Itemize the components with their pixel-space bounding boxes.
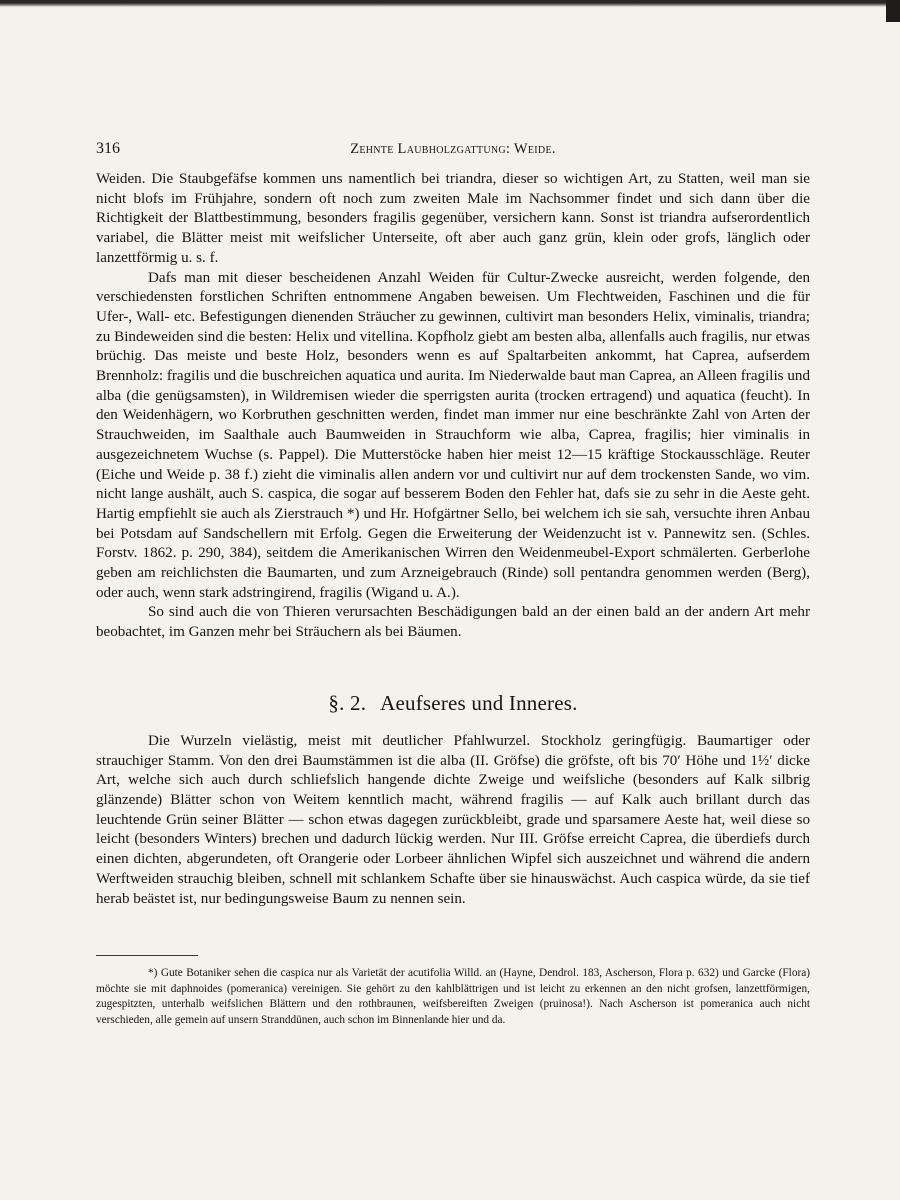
page-header <box>96 140 810 162</box>
scan-corner-mark <box>886 0 900 22</box>
section-title: Aeufseres und Inneres. <box>380 690 578 715</box>
footnote-rule <box>96 955 198 956</box>
section-number: §. 2. <box>328 690 367 715</box>
book-page <box>96 140 810 1029</box>
page-number: 316 <box>96 140 120 157</box>
paragraph-3: So sind auch die von Thieren verursachten Beschädigungen bald an der einen bald an der andern Art mehr beobachtet, im Ganzen mehr bei Sträuchern als bei Bäumen. <box>96 604 810 641</box>
scan-top-edge <box>0 0 900 7</box>
running-title: Zehnte Laubholzgattung: Weide. <box>350 141 556 157</box>
paragraph-1: Weiden. Die Staubgefäfse kommen uns namentlich bei triandra, dieser so wichtigen Art, zu Statten, weil man sie nicht blofs im Frühjahre, sondern oft noch zum zweiten Male im Nachsommer findet und sich dann über die Richtigkeit der Blattbestimmung, besonders fragilis gegenüber, versichern kann. Sonst ist triandra aufserordentlich variabel, die Blätter meist mit weifslicher Unterseite, oft aber auch ganz grün, klein oder grofs, länglich oder lanzettförmig u. s. f. <box>96 171 810 266</box>
section-heading <box>96 691 810 716</box>
paragraph-2: Dafs man mit dieser bescheidenen Anzahl Weiden für Cultur-Zwecke ausreicht, werden folgende, den verschiedensten forstlichen Schriften entnommene Angaben beweisen. Um Flechtweiden, Faschinen und die für Ufer-, Wall- etc. Befestigungen dienenden Sträucher zu gewinnen, cultivirt man besonders Helix, viminalis, triandra; zu Bindeweiden sind die besten: Helix und vitellina. Kopfholz giebt am besten alba, allenfalls auch fragilis, nur etwas brüchig. Das meiste und beste Holz, besonders wenn es auf Spaltarbeiten ankommt, hat Caprea, aufserdem Brennholz: fragilis und die buschreichen aquatica und aurita. Im Niederwalde baut man Caprea, an Alleen fragilis und alba (die genügsamsten), in Wildremisen wieder die sperrigsten aurita (trocken ertragend) und aquatica (feucht). In den Weidenhägern, wo Korbruthen geschnitten werden, findet man immer nur eine beschränkte Zahl von Arten der Strauchweiden, im Saalthale auch Baumweiden in Strauchform wie alba, Caprea, fragilis; hier viminalis in ausgezeichnetem Wuchse (s. Pappel). Die Mutterstöcke haben hier meist 12—15 kräftige Stockausschläge. Reuter (Eiche und Weide p. 38 f.) zieht die viminalis allen andern vor und cultivirt nur auf dem trockensten Sande, wo vim. nicht lange aushält, auch S. caspica, die sogar auf besserem Boden den Fehler hat, dafs sie zu sehr in die Aeste geht. Hartig empfiehlt sie auch als Zierstrauch *) und Hr. Hofgärtner Sello, bei welchem ich sie sah, versuchte ihren Anbau bei Potsdam auf Sandschellern mit Erfolg. Gegen die Erweiterung der Weidenzucht ist v. Pannewitz sen. (Schles. Forstv. 1862. p. 290, 384), seitdem die Amerikanischen Wirren den Weidenmeubel-Export schmälerten. Gerberlohe geben am reichlichsten die Baumarten, und zum Arzneigebrauch (Rinde) soll pentandra genommen werden (Berg), oder auch, wenn stark adstringirend, fragilis (Wigand u. A.). <box>96 269 810 601</box>
footnote: *) Gute Botaniker sehen die caspica nur als Varietät der acutifolia Willd. an (Hayne, Dendrol. 183, Ascherson, Flora p. 632) und Garcke (Flora) möchte sie mit daphnoides (pomeranica) vereinigen. Sie gehört zu den kahlblättrigen und ist leicht zu erkennen an den nicht grofsen, lanzettförmigen, zugespitzten, unterhalb weifslichen Blättern und den rothbraunen, weifsbereiften Zweigen (pruinosa!). Nach Ascherson ist pomeranica auch nicht verschieden, alle gemein auf unsern Stranddünen, auch schon im Binnenlande hier und da. <box>96 967 810 1026</box>
section-paragraph: Die Wurzeln vielästig, meist mit deutlicher Pfahlwurzel. Stockholz geringfügig. Baumartiger oder strauchiger Stamm. Von den drei Baumstämmen ist die alba (II. Gröfse) die gröfste, oft bis 70′ Höhe und 1½′ dicke Art, welche sich auch durch schliefslich hangende dichte Zweige und weifsliche (besonders auf Kalk silbrig glänzende) Blätter schon von Weitem kenntlich macht, während fragilis — auf Kalk auch brillant durch das leuchtende Grün seiner Blätter — schon etwas dagegen zurückbleibt, grade und sparsamere Aeste hat, weil diese so leicht (besonders Winters) brechen und dadurch lückig werden. Nur III. Gröfse erreicht Caprea, die überdiefs durch einen dichten, abgerundeten, oft Orangerie oder Lorbeer ähnlichen Wipfel sich auszeichnet und während die andern Werftweiden strauchig bleiben, schnell mit schlankem Schafte über sie hinauswächst. Auch caspica würde, da sie tief herab beästet ist, nur bedingungsweise Baum zu nennen sein. <box>96 732 810 907</box>
